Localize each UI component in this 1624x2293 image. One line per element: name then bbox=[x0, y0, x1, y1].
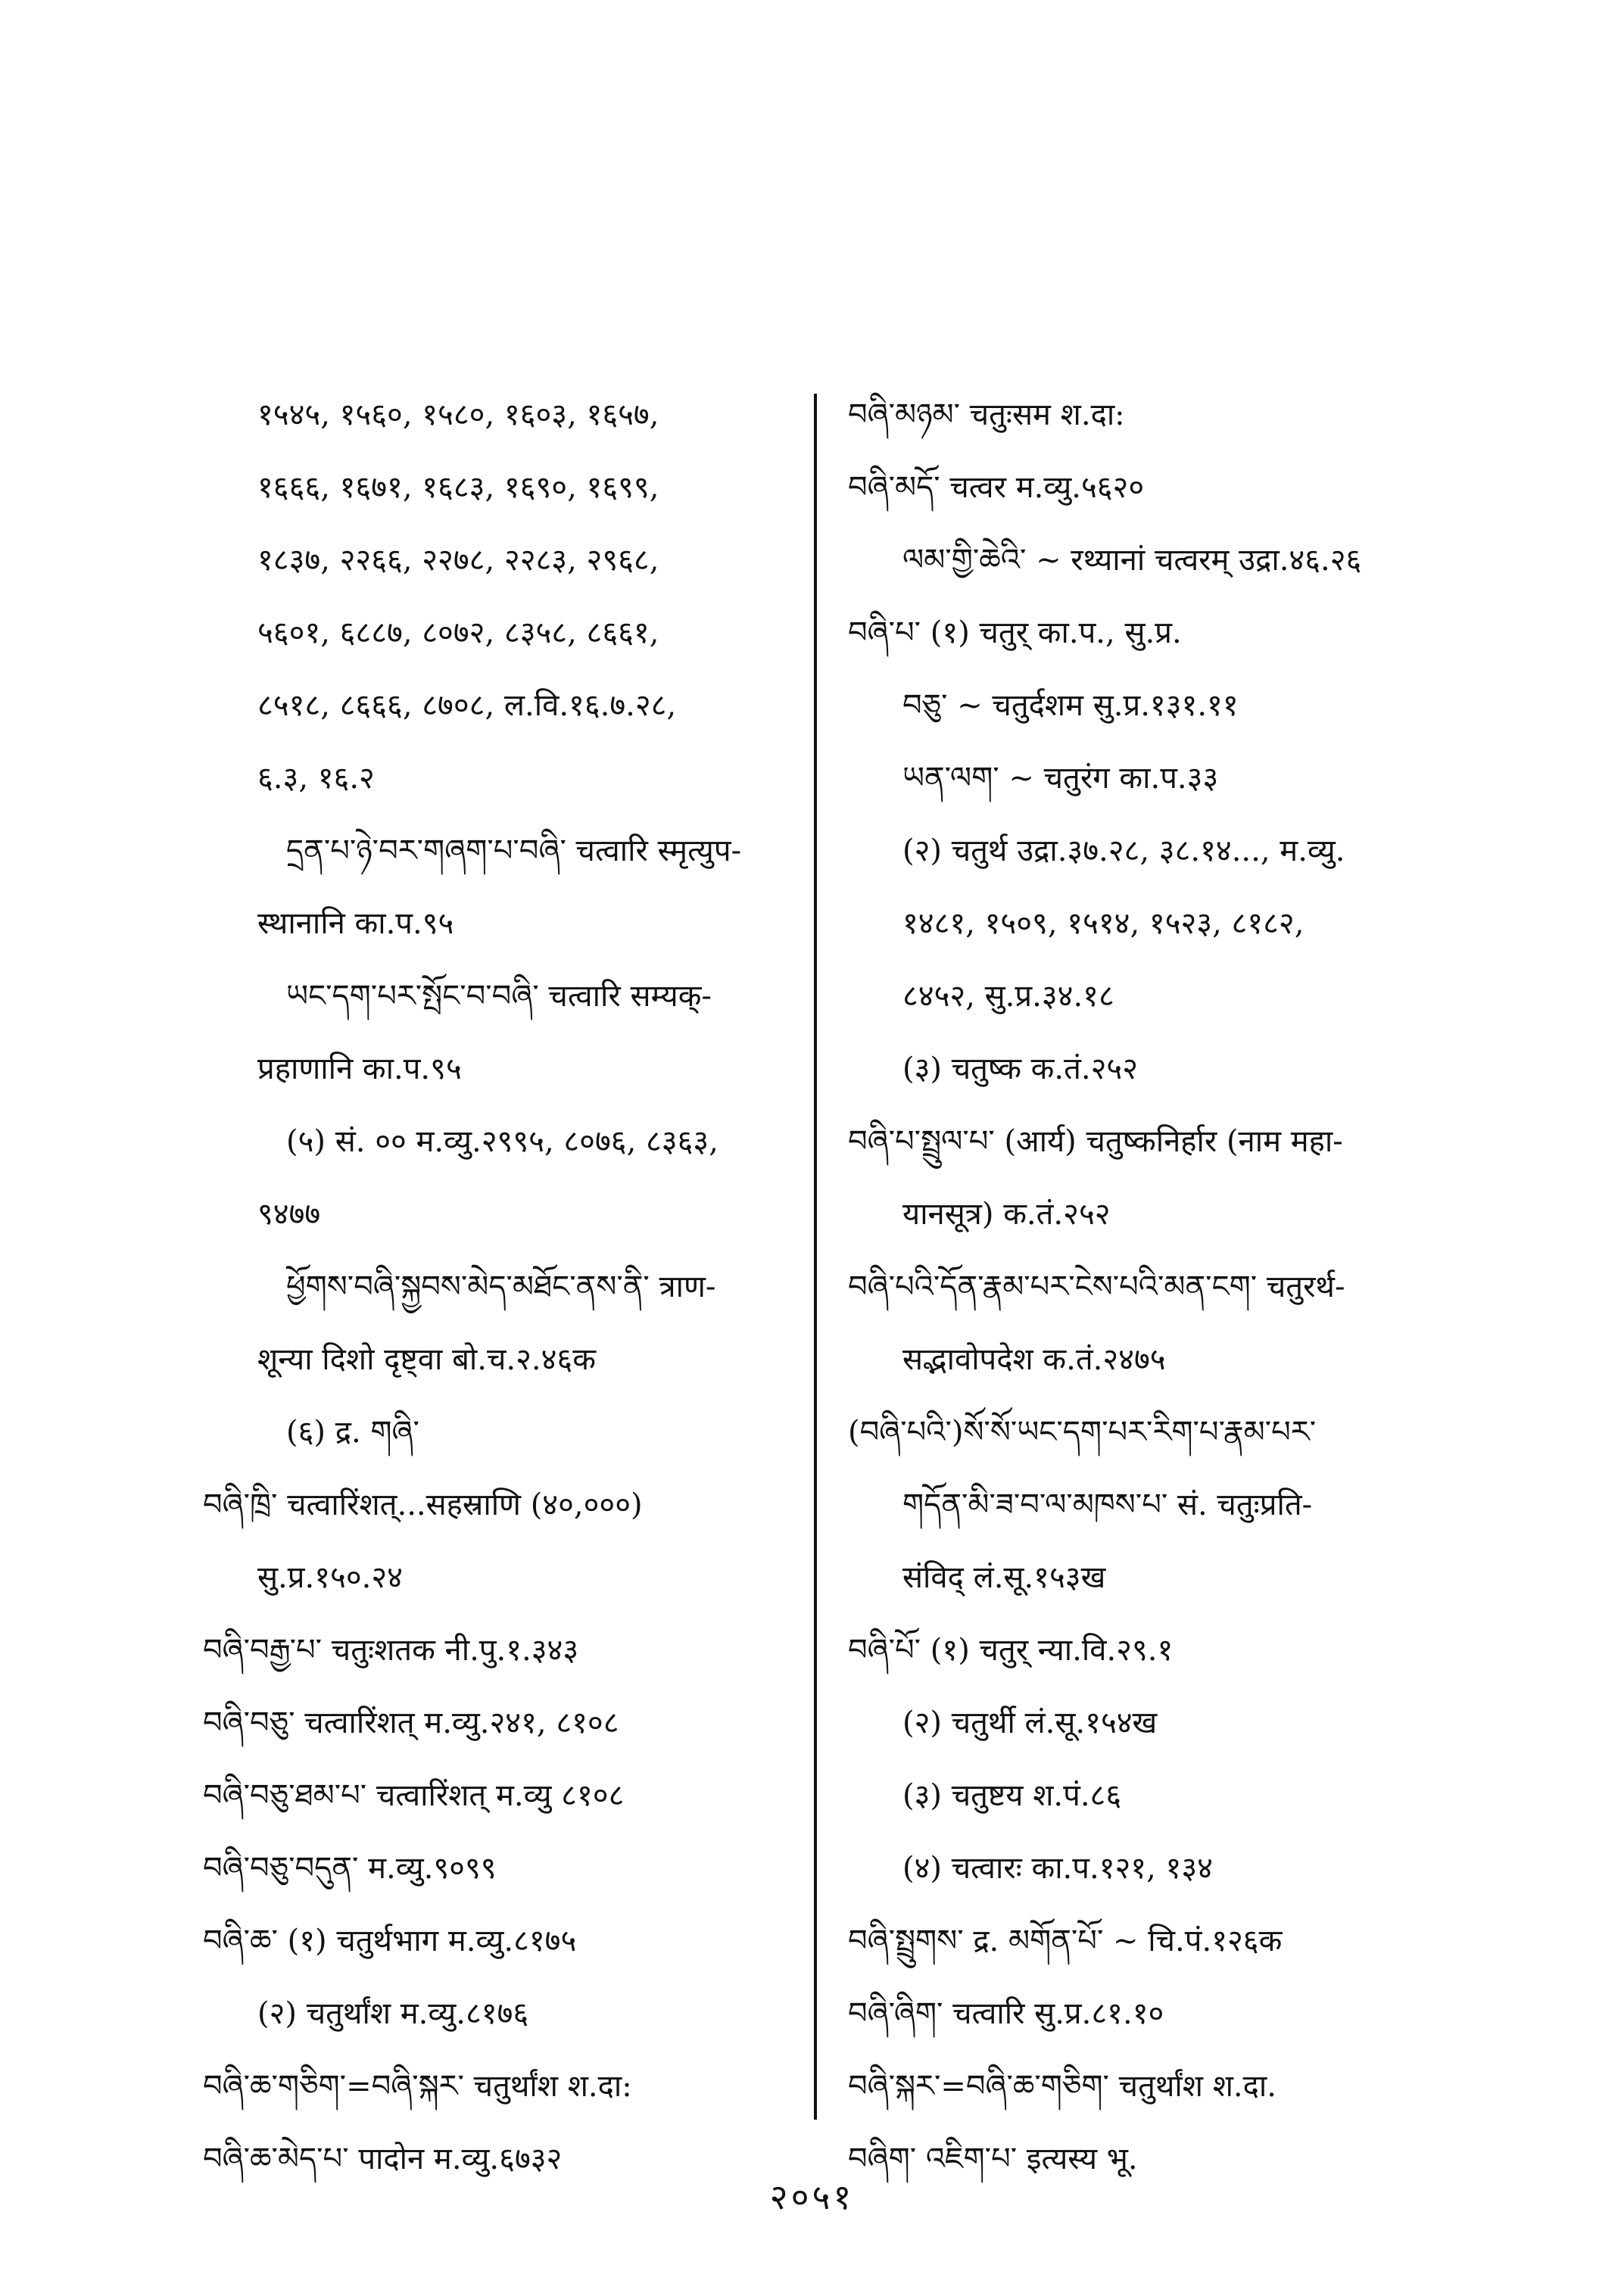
dictionary-line: བཞི་མདོ་ चत्वर म.व्यु.५६२० bbox=[848, 470, 1145, 505]
dictionary-line: བཞི་སྤྲུགས་ द्र. མགོན་པོ་ ~ चि.पं.१२६क bbox=[848, 1924, 1283, 1958]
dictionary-line: བཞི་པ་ (१) चतुर् का.प., सु.प्र. bbox=[848, 615, 1182, 650]
dictionary-line: བཞི་བཅུ་ चत्वारिंशत् म.व्यु.२४१, ८१०८ bbox=[203, 1706, 619, 1740]
dictionary-line: བཞིག་ འཇིག་པ་ इत्यस्य भू. bbox=[848, 2142, 1138, 2176]
dictionary-line: (३) चतुष्क क.तं.२५२ bbox=[902, 1051, 1139, 1086]
dictionary-line: བཞི་ཆ་གཅིག་=བཞི་སྐར་ चतुर्थांश श.दा: bbox=[203, 2069, 632, 2104]
left-column bbox=[203, 379, 809, 2195]
dictionary-line: सु.प्र.१५०.२४ bbox=[257, 1560, 403, 1595]
dictionary-line: ཡན་ལག་ ~ चतुरंग का.प.३३ bbox=[902, 761, 1219, 796]
dictionary-line: ६.३, १६.२ bbox=[257, 761, 375, 796]
dictionary-line: (२) चतुर्थांश म.व्यु.८१७६ bbox=[257, 1996, 529, 2031]
dictionary-line: ८५१८, ८६६६, ८७०८, ल.वि.१६.७.२८, bbox=[257, 688, 677, 723]
dictionary-line: བཞི་པའི་དོན་རྣམ་པར་ངེས་པའི་མན་ངག་ चतुरर्थ- bbox=[848, 1270, 1345, 1304]
dictionary-line: १४८१, १५०९, १५१४, १५२३, ८१८२, bbox=[902, 906, 1304, 941]
dictionary-line: བཅུ་ ~ चतुर्दशम सु.प्र.१३१.११ bbox=[902, 688, 1239, 723]
column-divider bbox=[814, 394, 817, 2120]
dictionary-line: सद्भावोपदेश क.तं.२४७५ bbox=[902, 1342, 1166, 1377]
dictionary-line: (२) चतुर्थी लं.सू.१५४ख bbox=[902, 1706, 1158, 1740]
dictionary-line: བཞི་བཅུ་བདུན་ म.व्यु.९०९९ bbox=[203, 1851, 497, 1886]
dictionary-line: བཞི་པ་སྤྲུལ་པ་ (आर्य) चतुष्कनिर्हार (नाम महा- bbox=[848, 1124, 1343, 1159]
dictionary-line: བཞི་ཞིག་ चत्वारि सु.प्र.८१.१० bbox=[848, 1996, 1164, 2031]
dictionary-line: གདོན་མི་ཟ་བ་ལ་མཁས་པ་ सं. चतुःप्रति- bbox=[902, 1488, 1313, 1522]
right-column bbox=[848, 379, 1469, 2195]
dictionary-line: १८३७, २२६६, २२७८, २२८३, २९६८, bbox=[257, 543, 659, 578]
dictionary-line: ཡང་དག་པར་སྤོང་བ་བཞི་ चत्वारि सम्यक्- bbox=[286, 979, 712, 1014]
dictionary-line: ८४५२, सु.प्र.३४.१८ bbox=[902, 979, 1114, 1014]
dictionary-line: ५६०१, ६८८७, ८०७२, ८३५८, ८६६१, bbox=[257, 615, 659, 650]
dictionary-line: བཞི་ཆ་ (१) चतुर्थभाग म.व्यु.८१७५ bbox=[203, 1924, 577, 1958]
dictionary-line: (३) चतुष्टय श.पं.८६ bbox=[902, 1778, 1122, 1813]
dictionary-line: ལམ་གྱི་ཆེའི་ ~ रथ्यानां चत्वरम् उद्रा.४६.२६ bbox=[902, 543, 1362, 578]
dictionary-line: संविद् लं.सू.१५३ख bbox=[902, 1560, 1106, 1595]
dictionary-line: स्थानानि का.प.९५ bbox=[257, 906, 454, 941]
dictionary-line: (४) चत्वारः का.प.१२१, १३४ bbox=[902, 1851, 1213, 1886]
dictionary-line: ९४७७ bbox=[257, 1197, 321, 1232]
dictionary-line: प्रहाणानि का.प.९५ bbox=[257, 1051, 462, 1086]
page-number: २०५१ bbox=[769, 2176, 855, 2217]
dictionary-line: ཕྱོགས་བཞི་སྐྱབས་མེད་མཐོང་ནས་ནི་ त्राण- bbox=[286, 1270, 716, 1304]
dictionary-line: (५) सं. ०० म.व्यु.२९९५, ८०७६, ८३६३, bbox=[286, 1124, 718, 1159]
dictionary-line: (२) चतुर्थ उद्रा.३७.२८, ३८.१४..., म.व्यु. bbox=[902, 833, 1345, 868]
dictionary-line: བཞི་ཆ་མེད་པ་ पादोन म.व्यु.६७३२ bbox=[203, 2142, 563, 2176]
dictionary-line: (བཞི་པའི་)སོ་སོ་ཡང་དག་པར་རིག་པ་རྣམ་པར་ bbox=[848, 1415, 1317, 1450]
dictionary-line: དྲན་པ་ཉེ་བར་གཞག་པ་བཞི་ चत्वारि स्मृत्युप- bbox=[286, 833, 742, 868]
dictionary-line: བཞི་མཉམ་ चतुःसम श.दा: bbox=[848, 397, 1125, 432]
dictionary-line: शून्या दिशो दृष्ट्वा बो.च.२.४६क bbox=[257, 1342, 596, 1377]
dictionary-line: བཞི་སྐར་=བཞི་ཆ་གཅིག་ चतुर्थांश श.दा. bbox=[848, 2069, 1276, 2104]
dictionary-line: བཞི་བཅུ་ཐམ་པ་ चत्वारिंशत् म.व्यु ८१०८ bbox=[203, 1778, 625, 1813]
dictionary-line: བཞི་ཁྲི་ चत्वारिंशत्...सहस्राणि (४०,०००) bbox=[203, 1488, 643, 1522]
dictionary-line: བཞི་པོ་ (१) चतुर् न्या.वि.२९.१ bbox=[848, 1633, 1174, 1668]
dictionary-line: བཞི་བརྒྱ་པ་ चतुःशतक नी.पु.१.३४३ bbox=[203, 1633, 579, 1668]
dictionary-line: १५४५, १५६०, १५८०, १६०३, १६५७, bbox=[257, 397, 659, 432]
dictionary-line: यानसूत्र) क.तं.२५२ bbox=[902, 1197, 1111, 1232]
dictionary-line: १६६६, १६७१, १६८३, १६९०, १६९९, bbox=[257, 470, 659, 505]
dictionary-line: (६) द्र. གཞི་ bbox=[286, 1415, 419, 1450]
